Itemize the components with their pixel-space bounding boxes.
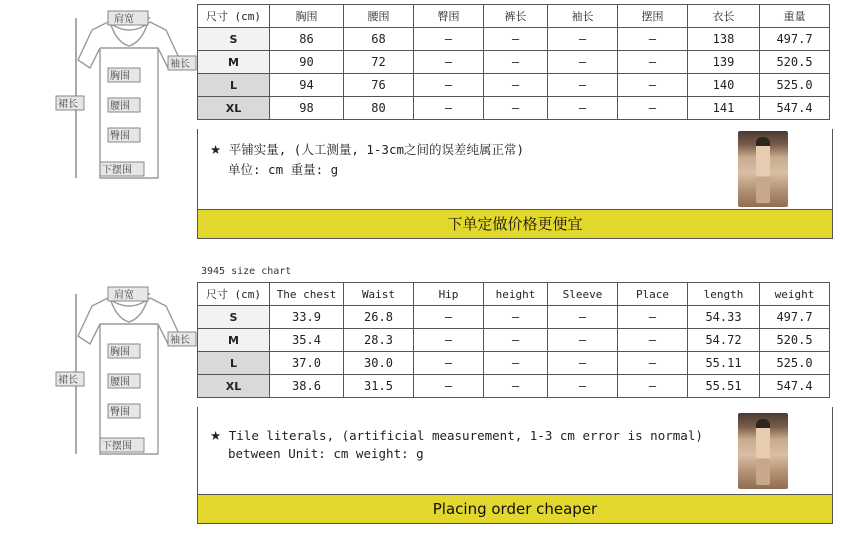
table-cell: —	[548, 74, 618, 97]
note-line-1: 平铺实量, (人工测量, 1-3cm之间的误差纯属正常)	[228, 142, 525, 157]
table-cell: 37.0	[270, 352, 344, 375]
note-box-en	[197, 407, 833, 495]
table-cell: 26.8	[344, 306, 414, 329]
header-bust: 胸围	[270, 5, 344, 28]
table-cell: —	[548, 306, 618, 329]
table-cell: 94	[270, 74, 344, 97]
promo-banner-en: Placing order cheaper	[197, 494, 833, 524]
table-cell: —	[548, 329, 618, 352]
header-hip: 臀围	[414, 5, 484, 28]
size-cell: L	[198, 74, 270, 97]
note-line-2: 单位: cm 重量: g	[228, 162, 339, 177]
diagram-shoulder-label: 肩宽	[114, 290, 134, 301]
promo-banner-cn: 下单定做价格更便宜	[197, 209, 833, 239]
table-row	[198, 352, 830, 375]
table-cell: —	[618, 329, 688, 352]
table-cell: —	[548, 352, 618, 375]
size-cell: M	[198, 329, 270, 352]
table-cell: —	[548, 97, 618, 120]
table-cell: —	[484, 97, 548, 120]
header-weight: weight	[760, 283, 830, 306]
table-cell: 497.7	[760, 28, 830, 51]
table-cell: 28.3	[344, 329, 414, 352]
table-cell: 520.5	[760, 51, 830, 74]
note-text	[210, 427, 703, 445]
model-photo	[738, 413, 788, 489]
note-line-1: Tile literals, (artificial measurement, 1-3 cm error is normal)	[228, 428, 703, 443]
size-cell: S	[198, 306, 270, 329]
model-figure-icon	[756, 137, 770, 203]
header-height: height	[484, 283, 548, 306]
note-text	[210, 141, 524, 159]
note-text	[228, 445, 424, 463]
table-cell: —	[484, 306, 548, 329]
table-cell: —	[618, 51, 688, 74]
diagram-waist-label: 腰围	[110, 101, 130, 112]
diagram-hip-label: 臀围	[110, 407, 130, 418]
header-pants-length: 裤长	[484, 5, 548, 28]
table-row	[198, 28, 830, 51]
diagram-bust-label: 胸围	[110, 71, 130, 82]
table-row	[198, 74, 830, 97]
table-cell: 38.6	[270, 375, 344, 398]
table-cell: —	[484, 329, 548, 352]
table-row	[198, 329, 830, 352]
table-cell: 138	[688, 28, 760, 51]
diagram-hem-label: 下摆围	[102, 165, 132, 176]
table-cell: 139	[688, 51, 760, 74]
diagram-bust-label: 胸围	[110, 347, 130, 358]
size-table-cn	[197, 4, 830, 120]
table-cell: 54.72	[688, 329, 760, 352]
table-cell: —	[484, 28, 548, 51]
table-cell: —	[484, 74, 548, 97]
table-cell: 55.11	[688, 352, 760, 375]
table-cell: —	[618, 28, 688, 51]
table-cell: 90	[270, 51, 344, 74]
dress-outline-icon	[50, 8, 200, 188]
note-box-cn	[197, 129, 833, 210]
header-waist: 腰围	[344, 5, 414, 28]
table-cell: —	[414, 74, 484, 97]
header-waist: Waist	[344, 283, 414, 306]
table-cell: —	[414, 375, 484, 398]
table-row	[198, 51, 830, 74]
table-cell: 140	[688, 74, 760, 97]
header-sleeve: Sleeve	[548, 283, 618, 306]
table-row	[198, 97, 830, 120]
table-cell: 30.0	[344, 352, 414, 375]
table-cell: 525.0	[760, 74, 830, 97]
table-cell: —	[414, 97, 484, 120]
dress-measurement-diagram	[50, 284, 200, 464]
table-cell: —	[548, 51, 618, 74]
table-cell: 35.4	[270, 329, 344, 352]
header-size: 尺寸 (cm)	[198, 5, 270, 28]
table-cell: —	[618, 97, 688, 120]
table-cell: —	[414, 28, 484, 51]
table-cell: —	[484, 51, 548, 74]
header-weight: 重量	[760, 5, 830, 28]
header-length: length	[688, 283, 760, 306]
table-cell: 68	[344, 28, 414, 51]
model-photo	[738, 131, 788, 207]
diagram-waist-label: 腰围	[110, 377, 130, 388]
table-cell: 33.9	[270, 306, 344, 329]
size-cell: XL	[198, 97, 270, 120]
table-cell: 525.0	[760, 352, 830, 375]
table-cell: 547.4	[760, 375, 830, 398]
star-icon: ★	[210, 142, 222, 157]
table-cell: —	[414, 51, 484, 74]
table-cell: —	[414, 352, 484, 375]
table-cell: —	[484, 352, 548, 375]
header-hip: Hip	[414, 283, 484, 306]
table-cell: 497.7	[760, 306, 830, 329]
diagram-sleeve-label: 袖长	[170, 59, 190, 70]
table-cell: —	[618, 306, 688, 329]
header-length: 衣长	[688, 5, 760, 28]
header-hem: 摆围	[618, 5, 688, 28]
table-cell: 98	[270, 97, 344, 120]
size-cell: L	[198, 352, 270, 375]
model-figure-icon	[756, 419, 770, 485]
diagram-hip-label: 臀围	[110, 131, 130, 142]
header-sleeve: 袖长	[548, 5, 618, 28]
table-cell: 141	[688, 97, 760, 120]
diagram-length-label: 裙长	[58, 99, 78, 110]
table-cell: 31.5	[344, 375, 414, 398]
header-chest: The chest	[270, 283, 344, 306]
table-cell: —	[548, 375, 618, 398]
size-cell: XL	[198, 375, 270, 398]
table-cell: —	[484, 375, 548, 398]
table-cell: 80	[344, 97, 414, 120]
diagram-sleeve-label: 袖长	[170, 335, 190, 346]
header-size: 尺寸 (cm)	[198, 283, 270, 306]
table-cell: 76	[344, 74, 414, 97]
table-cell: —	[548, 28, 618, 51]
table-cell: —	[414, 329, 484, 352]
table-cell: —	[618, 352, 688, 375]
table-row	[198, 306, 830, 329]
dress-measurement-diagram	[50, 8, 200, 188]
table-cell: 55.51	[688, 375, 760, 398]
dress-outline-icon	[50, 284, 200, 464]
size-table-en	[197, 282, 830, 398]
size-cell: M	[198, 51, 270, 74]
table-cell: 86	[270, 28, 344, 51]
table-cell: 54.33	[688, 306, 760, 329]
diagram-hem-label: 下摆围	[102, 441, 132, 452]
diagram-length-label: 裙长	[58, 375, 78, 386]
table-cell: —	[414, 306, 484, 329]
size-cell: S	[198, 28, 270, 51]
table-cell: —	[618, 74, 688, 97]
table-row	[198, 375, 830, 398]
table-cell: —	[618, 375, 688, 398]
table-header-row	[198, 283, 830, 306]
note-line-2: between Unit: cm weight: g	[228, 446, 424, 461]
table-cell: 547.4	[760, 97, 830, 120]
diagram-shoulder-label: 肩宽	[114, 14, 134, 25]
size-chart-caption: 3945 size chart	[201, 266, 292, 277]
table-cell: 72	[344, 51, 414, 74]
header-place: Place	[618, 283, 688, 306]
star-icon: ★	[210, 428, 222, 443]
table-cell: 520.5	[760, 329, 830, 352]
note-text	[228, 161, 338, 179]
table-header-row	[198, 5, 830, 28]
